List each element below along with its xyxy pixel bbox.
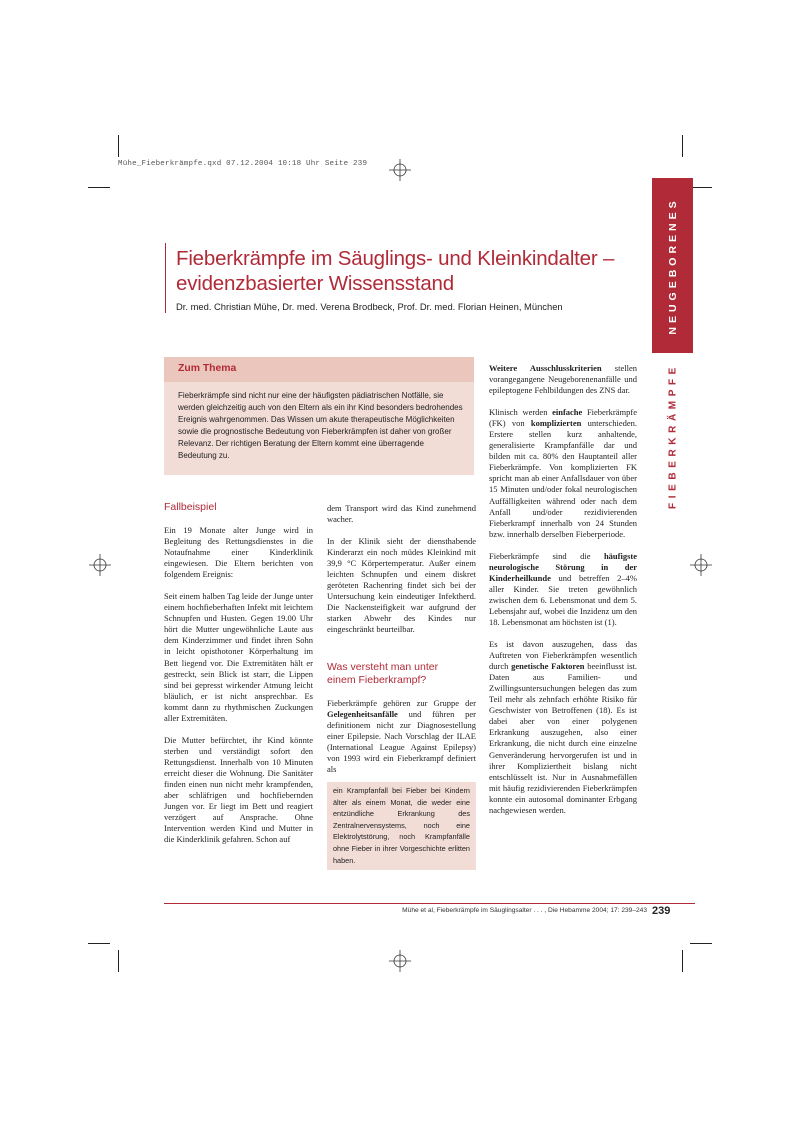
title-line-1: Fieberkrämpfe im Säuglings- und Kleinkindalter – <box>176 247 615 270</box>
column-1 <box>164 525 313 856</box>
title-rule <box>165 243 166 313</box>
crop-mark <box>88 943 110 944</box>
section-tab <box>652 178 693 353</box>
registration-mark-icon <box>89 554 111 576</box>
crop-mark <box>118 950 119 972</box>
topic-summary-text: Fieberkrämpfe sind nicht nur eine der häufigsten pädiatrischen Notfälle, sie werden gleichzeitig auch von den Eltern als ein ihr Kind besonders bedrohendes Ereignis wahrgenommen. Das Wissen um akute therapeutische Möglichkeiten sowie die prognostische Bedeutung von Fieberkrämpfen ist daher von großer Relevanz. Der richtigen Beratung der Eltern kommt eine überragende Bedeutung zu. <box>178 391 463 461</box>
paragraph: Seit einem halben Tag leide der Junge unter einem hochfieberhaften Infekt mit leichtem Schnupfen und Husten. Gegen 19.00 Uhr hört die Mutter ungewöhnliche Laute aus dem Kinderzimmer und findet ihren Sohn in leicht opisthotoner Körperhaltung im Bett liegend vor. Die Extremitäten hält er gestreckt, sein Blick ist starr, die Lippen sind bei gepresst wirkender Atmung leicht bläulich, er ist nicht ansprechbar. Es kommt dann zu rhythmischen Zuckungen aller Extremitäten. <box>164 591 313 723</box>
paragraph: Ein 19 Monate alter Junge wird in Begleitung des Rettungsdienstes in die Notaufnahme einer Kinderklinik eingewiesen. Die Eltern berichten von folgendem Ereignis: <box>164 525 313 580</box>
registration-mark-icon <box>389 159 411 181</box>
column-2-bottom <box>327 698 476 786</box>
definition-text: ein Krampfanfall bei Fieber bei Kindern älter als einem Monat, die weder eine entzündliche Erkrankung des Zentralnervensystems, noch eine Elektrolytstörung, noch Krampfanfälle ohne Fieber in ihrer Vorgeschichte erlitten haben. <box>333 786 470 865</box>
section-heading-definition <box>327 661 438 686</box>
crop-mark <box>690 187 712 188</box>
article-title <box>176 246 646 296</box>
heading-line: einem Fieberkrampf? <box>327 673 427 686</box>
crop-mark <box>88 187 110 188</box>
heading-line: Was versteht man unter <box>327 661 439 673</box>
paragraph: Fieberkrämpfe gehören zur Gruppe der Gelegenheitsanfälle und führen per definitionem nicht zur Diagnosestellung einer Epilepsie. Nach Vorschlag der ILAE (International League Against Epilepsy) von 1993 wird ein Fieberkrampf definiert als <box>327 698 476 775</box>
topic-tab <box>652 358 693 513</box>
topic-summary-heading: Zum Thema <box>178 363 237 374</box>
paragraph: Die Mutter befürchtet, ihr Kind könnte sterben und verständigt sofort den Rettungsdienst. Innerhalb von 10 Minuten erreicht dieser die Wohnung. Die Sanitäter finden einen nun nicht mehr krampfenden, aber schläfrigen und hochfiebernden Jungen vor. Er liegt im Bett und reagiert verzögert auf Ansprache. Ohne Intervention werden Kind und Mutter in die Kinderklinik gefahren. Schon auf <box>164 734 313 845</box>
crop-mark <box>682 135 683 157</box>
topic-summary-box <box>164 357 474 475</box>
topic-tab-label: FIEBERKRÄMPFE <box>667 362 678 509</box>
column-2-top <box>327 503 476 647</box>
column-3 <box>489 363 637 827</box>
footer-citation: Mühe et al, Fieberkrämpfe im Säuglingsalter . . . , Die Hebamme 2004; 17: 239–243 <box>402 907 647 914</box>
paragraph: Weitere Ausschlusskriterien stellen vorangegangene Neugeborenenanfälle und epileptogene Fehlbildungen des ZNS dar. <box>489 363 637 396</box>
paragraph: Es ist davon auszugehen, dass das Auftreten von Fieberkrämpfen wesentlich durch genetische Faktoren beeinflusst ist. Daten aus Familien- und Zwillingsuntersuchungen belegen das zum Teil mehr als zehnfach erhöhte Risiko für Geschwister von Betroffenen (18). Es ist dabei aber von einer polygenen Erkrankung auszugehen, also einer Erkrankung, die nicht durch eine einzelne Genveränderung hervorgerufen ist und in ihrer Kompliziertheit bislang nicht entschlüsselt ist. Nur in Ausnahmefällen mit häufig rezidivierenden Fieberkrämpfen konnte ein autosomal dominanter Erbgang nachgewiesen werden. <box>489 639 638 815</box>
topic-summary-header <box>164 357 474 382</box>
page-number: 239 <box>652 905 671 917</box>
registration-mark-icon <box>389 950 411 972</box>
title-line-2: evidenzbasierter Wissensstand <box>176 272 454 295</box>
author-line: Dr. med. Christian Mühe, Dr. med. Verena Brodbeck, Prof. Dr. med. Florian Heinen, München <box>176 301 563 312</box>
paragraph: Fieberkrämpfe sind die häufigste neurologische Störung in der Kinderheilkunde und betreffen 2–4% aller Kinder. Sie treten gewöhnlich zwischen dem 6. Lebensmonat und dem 5. Lebensjahr auf, wobei die Inzidenz um den 18. Lebensmonat am höchsten ist (1). <box>489 550 637 627</box>
paragraph: Klinisch werden einfache Fieberkrämpfe (FK) von komplizierten unterschieden. Erstere stellen kurz anhaltende, generalisierte Krampfanfälle dar und bilden mit ca. 80% den Hauptanteil aller Fieberkrämpfe. Von komplizierten FK spricht man ab einer Anfallsdauer von über 15 Minuten und/oder fokal neurologischen Auffälligkeiten während oder nach dem Anfall und/oder rezidivierenden Fieberkrampf innerhalb von 24 Stunden bzw. innerhalb derselben Fieberperiode. <box>489 407 638 539</box>
definition-callout <box>327 782 476 870</box>
section-heading-fallbeispiel: Fallbeispiel <box>164 501 217 513</box>
print-slug: Mühe_Fieberkrämpfe.qxd 07.12.2004 10:18 Uhr Seite 239 <box>118 160 368 168</box>
paragraph: dem Transport wird das Kind zunehmend wacher. <box>327 503 476 525</box>
crop-mark <box>682 950 683 972</box>
paragraph: In der Klinik sieht der diensthabende Kinderarzt ein noch müdes Kleinkind mit 39,9 °C Körpertemperatur. Außer einem leichten Schnupfen und einem diskret geröteten Rachenring findet sich bei der Untersuchung kein eindeutiger Infektherd. Die Nackensteifigkeit war aufgrund der starken Abwehr des Kindes nur eingeschränkt beurteilbar. <box>327 536 476 635</box>
crop-mark <box>690 943 712 944</box>
registration-mark-icon <box>690 554 712 576</box>
crop-mark <box>118 135 119 157</box>
section-tab-label: NEUGEBORENES <box>666 196 679 335</box>
footer-rule <box>164 903 695 904</box>
